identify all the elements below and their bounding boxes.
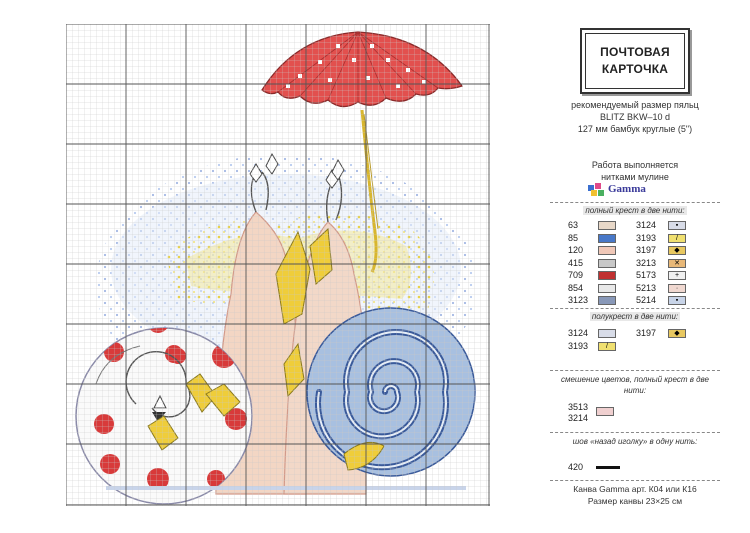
thread-number: 3213 [636,257,657,268]
thread-number: 415 [568,257,584,268]
color-swatch: / [668,234,686,243]
backstitch-heading: шов «назад иголку» в одну нить: [572,437,698,446]
color-swatch [598,296,616,305]
color-swatch: · [668,284,686,293]
divider [550,432,720,433]
divider [550,480,720,481]
thread-number: 120 [568,245,584,255]
hoop-info-line-1: рекомендуемый размер пяльц [571,100,699,110]
full_cross-row [530,258,740,270]
logo-square-icon [591,190,597,196]
color-swatch: ◆ [668,329,686,338]
backstitch-line [596,466,620,469]
thread-number: 5213 [636,282,657,293]
color-swatch: ▪ [668,221,686,230]
full_cross-row [530,220,740,232]
thread-number: 5214 [636,295,657,305]
thread-info-line-1: Работа выполняется [591,160,679,170]
thread-number: 854 [568,282,584,293]
half_cross-row [530,328,740,340]
full_cross-row [530,295,740,307]
postcard-line-1: ПОЧТОВАЯ [600,45,670,59]
divider [550,370,720,371]
logo-square-icon [598,190,604,196]
color-swatch [598,284,616,293]
thread-info-line-2: нитками мулине [601,172,669,182]
blend-swatch [596,407,614,416]
color-swatch: ◆ [668,246,686,255]
half-cross-heading: полукрест в две нити: [591,312,679,321]
color-swatch [598,271,616,280]
cross-stitch-pattern [66,24,490,506]
thread-number: 3124 [636,220,657,230]
thread-number: 3197 [636,328,657,338]
full_cross-row [530,270,740,282]
canvas-info-line-2: Размер канвы 23×25 см [587,496,683,506]
color-swatch [598,221,616,230]
color-swatch [598,259,616,268]
thread-number: 3124 [568,328,589,338]
full_cross-row [530,283,740,295]
blend-heading: смешение цветов, полный крест в две нити: [560,375,709,395]
thread-number: 5173 [636,270,657,280]
thread-number: 3193 [568,341,589,351]
canvas-info-line-1: Канва Gamma арт. К04 или К16 [573,484,697,494]
half_cross-row [530,341,740,353]
hoop-info-line-2: BLITZ BKW–10 d [599,112,671,122]
thread-number: 709 [568,270,584,280]
thread-number: 3123 [568,295,589,305]
color-swatch [598,234,616,243]
divider [550,308,720,309]
logo-square-icon [595,183,601,189]
full_cross-row [530,233,740,245]
hoop-info-line-3: 127 мм бамбук круглые (5") [577,124,693,134]
color-swatch: + [668,271,686,280]
blend-number-1: 3513 [568,402,589,412]
divider [550,202,720,203]
color-swatch: / [598,342,616,351]
backstitch-number: 420 [568,462,584,472]
thread-legend [530,22,740,527]
full_cross-row [530,245,740,257]
color-swatch [598,246,616,255]
thread-number: 63 [568,220,579,230]
blend-number-2: 3214 [568,413,589,423]
backstitch-row [530,462,740,474]
thread-number: 3193 [636,232,657,243]
color-swatch: ▪ [668,296,686,305]
postcard-line-2: КАРТОЧКА [601,62,669,76]
thread-number: 85 [568,232,579,243]
gamma-brand-name: Gamma [608,183,646,195]
color-swatch: ✕ [668,259,686,268]
blend-row [530,402,740,423]
postcard-stamp [580,28,690,94]
full-cross-heading: полный крест в две нити: [585,206,685,215]
color-swatch [598,329,616,338]
gamma-logo [588,183,682,197]
thread-number: 3197 [636,245,657,255]
